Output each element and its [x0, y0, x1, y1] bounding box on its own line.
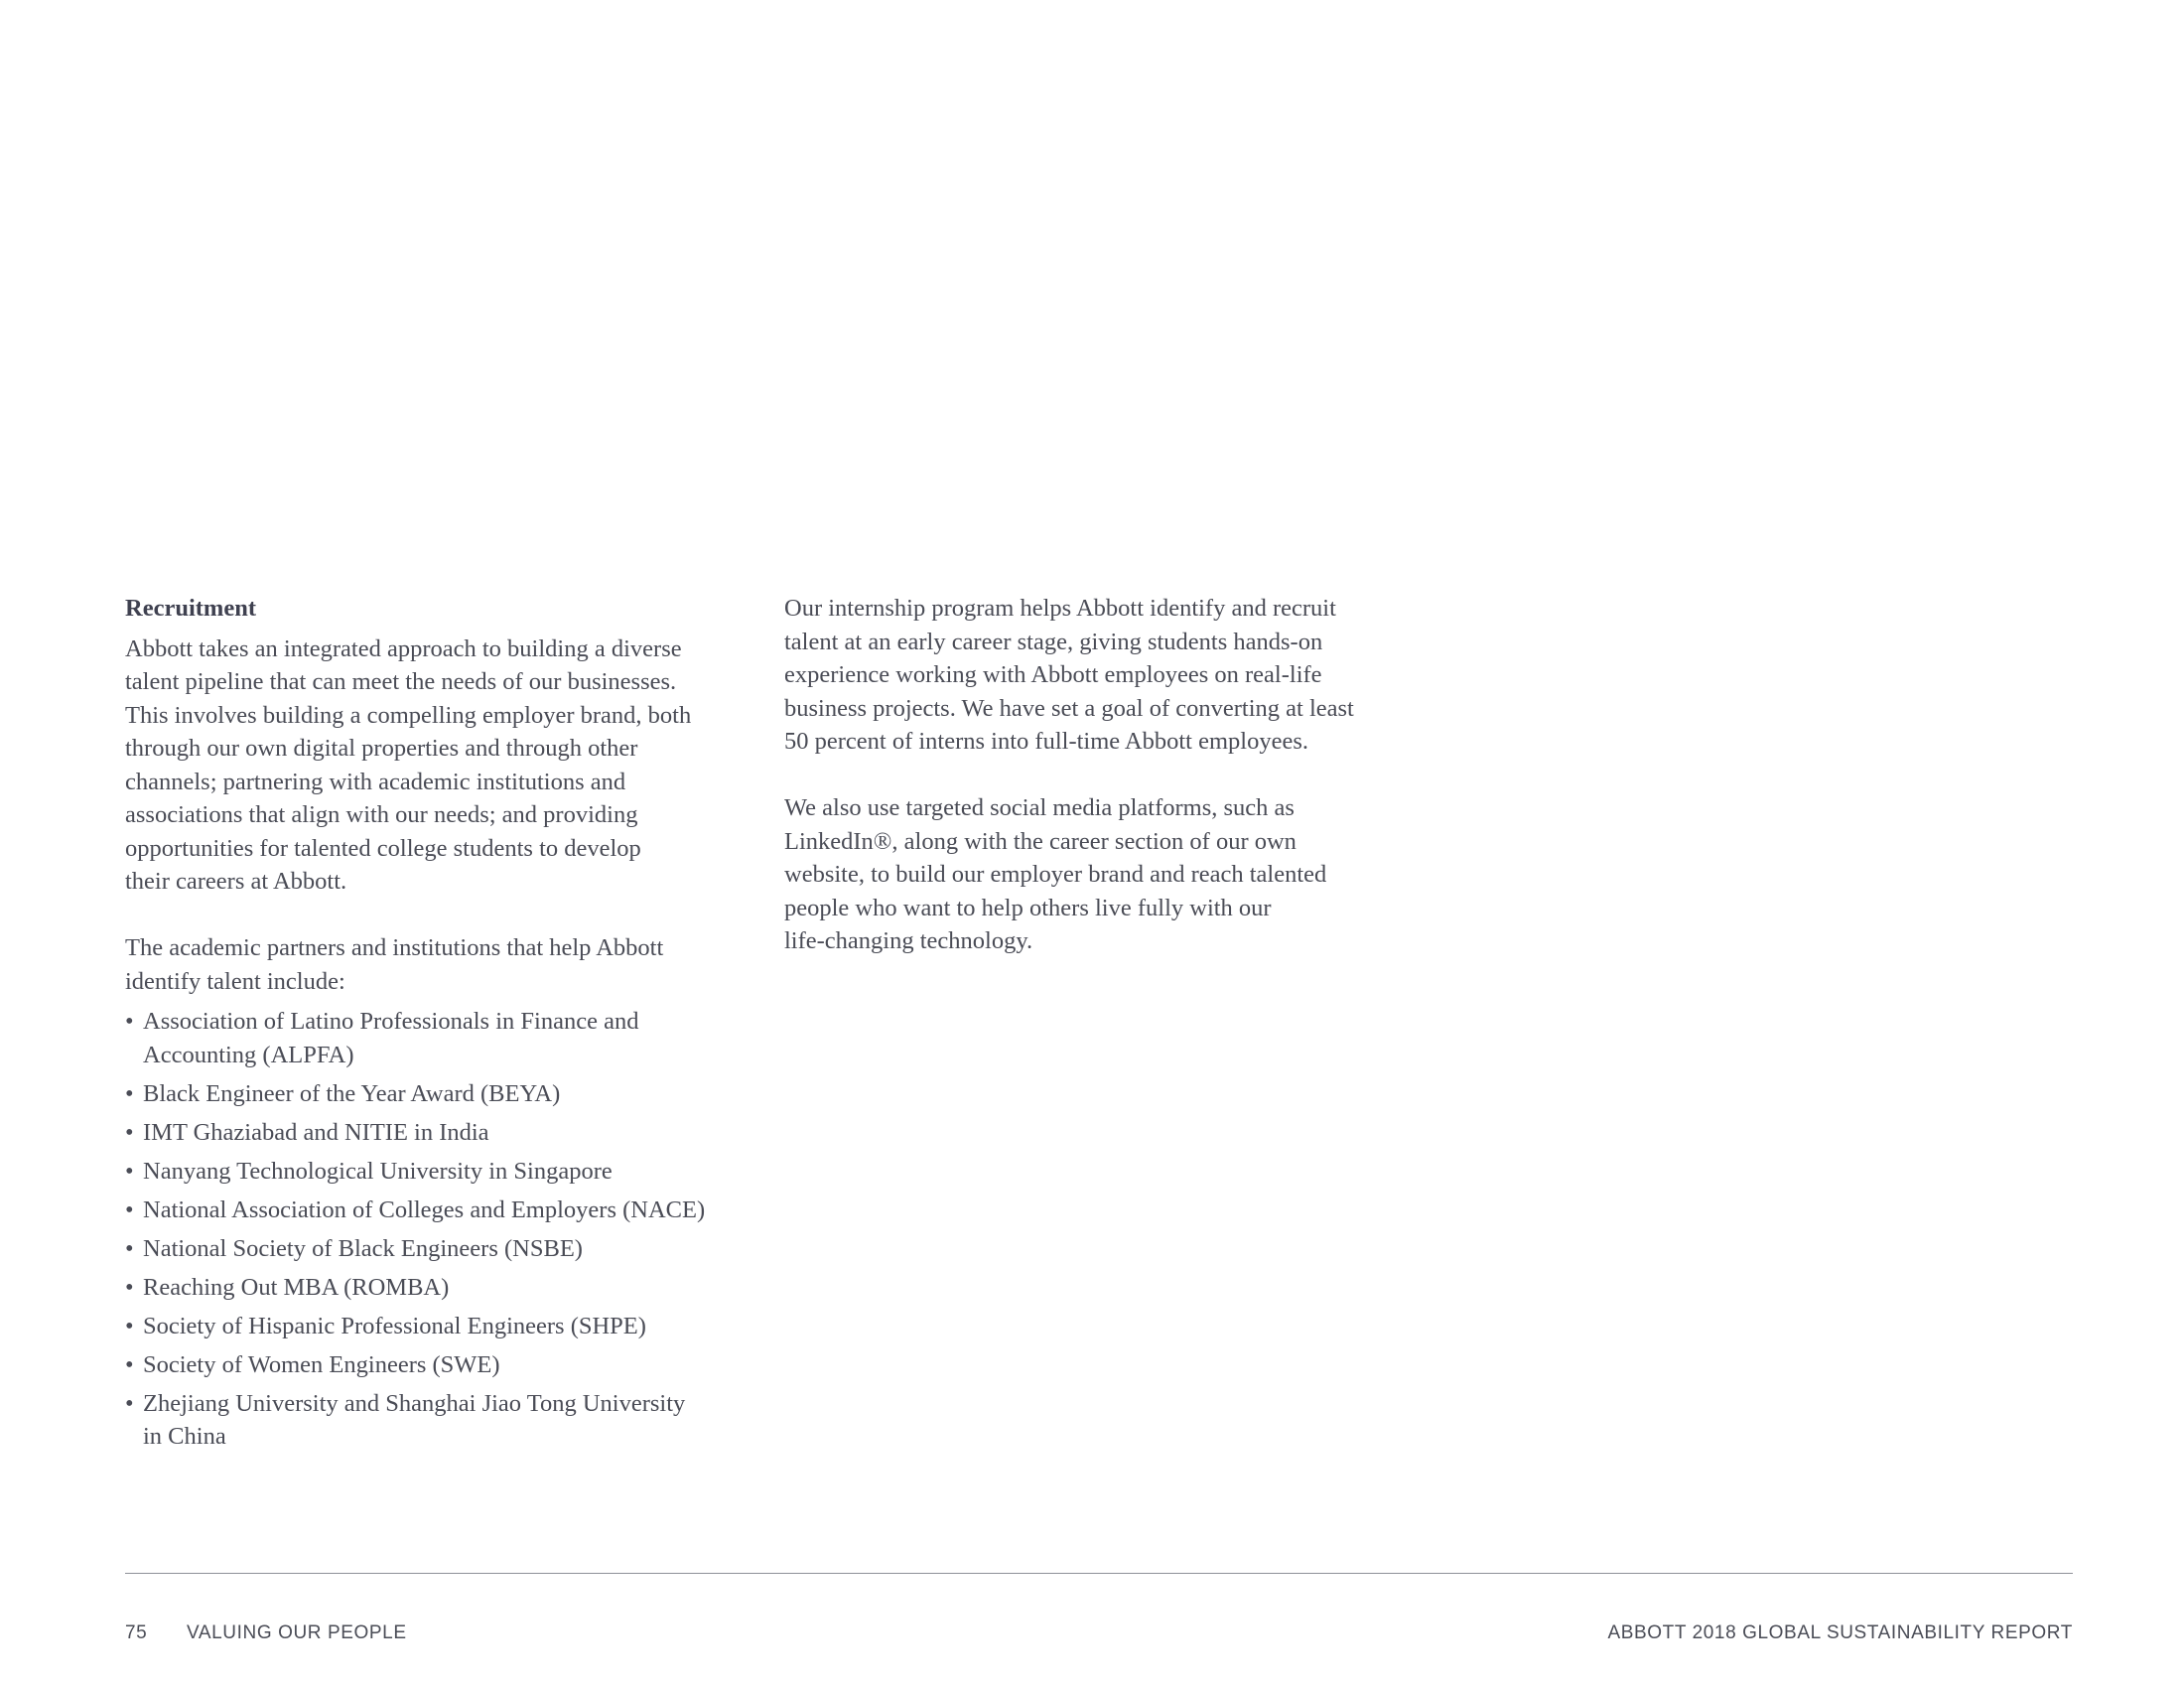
partner-name: IMT Ghaziabad and NITIE in India	[143, 1118, 489, 1146]
bullet-icon: •	[125, 1389, 134, 1417]
bullet-icon: •	[125, 1079, 134, 1107]
list-item	[125, 1232, 760, 1266]
bullet-icon: •	[125, 1118, 134, 1146]
internship-paragraph: Our internship program helps Abbott identify and recruit talent at an early career stage, giving students hands-on experience working with Abbott employees on real-life business projects. We have set a goal of converting at least 50 percent of interns into full-time Abbott employees.	[784, 595, 1354, 755]
partner-name: Association of Latino Professionals in Finance and Accounting (ALPFA)	[143, 1008, 639, 1068]
left-column	[125, 592, 760, 1459]
footer-section-title: VALUING OUR PEOPLE	[187, 1622, 407, 1643]
page-number: 75	[125, 1622, 148, 1643]
partner-name: Zhejiang University and Shanghai Jiao Tong University in China	[143, 1389, 686, 1450]
footer-divider	[125, 1573, 2073, 1574]
list-item	[125, 1194, 760, 1227]
list-item	[125, 1310, 760, 1343]
bullet-icon: •	[125, 1273, 134, 1301]
list-item	[125, 1271, 760, 1305]
bullet-icon: •	[125, 1234, 134, 1262]
partner-name: National Society of Black Engineers (NSBE)	[143, 1234, 583, 1262]
partner-name: Society of Hispanic Professional Engineers (SHPE)	[143, 1312, 646, 1339]
partners-list	[125, 1005, 760, 1454]
section-heading: Recruitment	[125, 595, 256, 622]
right-column	[784, 592, 1439, 958]
bullet-icon: •	[125, 1157, 134, 1185]
partner-name: Black Engineer of the Year Award (BEYA)	[143, 1079, 561, 1107]
partner-name: Society of Women Engineers (SWE)	[143, 1350, 500, 1378]
list-item	[125, 1155, 760, 1189]
list-item	[125, 1005, 760, 1071]
partner-name: Reaching Out MBA (ROMBA)	[143, 1273, 450, 1301]
bullet-icon: •	[125, 1008, 134, 1035]
intro-paragraph: Abbott takes an integrated approach to building a diverse talent pipeline that can meet the needs of our businesses. This involves building a compelling employer brand, both through our own digital properties and through other channels; partnering with academic institutions and associations that align with our needs; and providing opportunities for talented college students to develop their careers at Abbott.	[125, 634, 692, 895]
social-media-paragraph: We also use targeted social media platforms, such as LinkedIn®, along with the career section of our own website, to build our employer brand and reach talented people who want to help others live fully with our life-changing technology.	[784, 794, 1327, 954]
partner-name: Nanyang Technological University in Singapore	[143, 1157, 613, 1185]
list-item	[125, 1116, 760, 1150]
partners-intro-paragraph: The academic partners and institutions that help Abbott identify talent include:	[125, 934, 664, 995]
bullet-icon: •	[125, 1350, 134, 1378]
bullet-icon: •	[125, 1312, 134, 1339]
bullet-icon: •	[125, 1196, 134, 1223]
list-item	[125, 1077, 760, 1111]
list-item	[125, 1348, 760, 1382]
list-item	[125, 1387, 760, 1454]
partner-name: National Association of Colleges and Employers (NACE)	[143, 1196, 706, 1223]
footer-report-title: ABBOTT 2018 GLOBAL SUSTAINABILITY REPORT	[1607, 1622, 2073, 1643]
